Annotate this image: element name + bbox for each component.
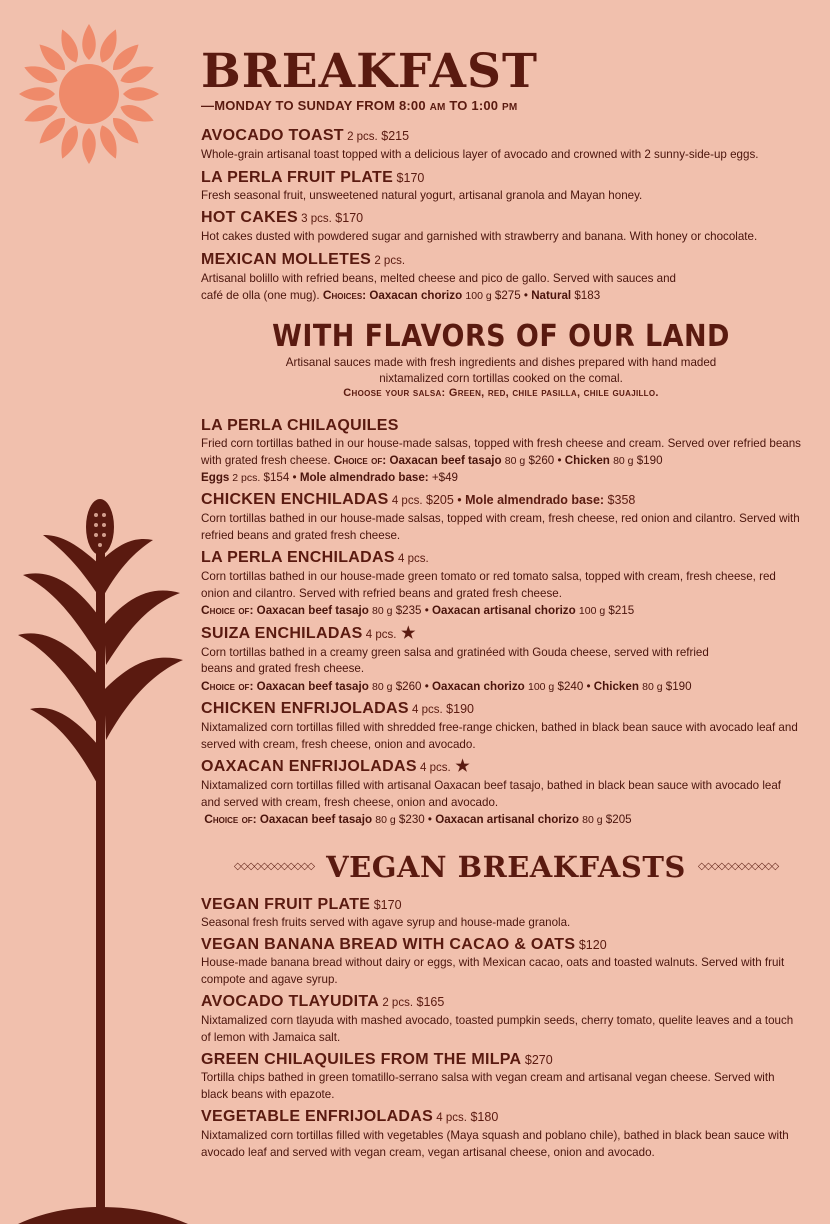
hours-pm: PM [502, 102, 518, 113]
menu-content [201, 46, 801, 1165]
choice-price: $190 [662, 679, 692, 693]
item-name: LA PERLA ENCHILADAS [201, 549, 395, 566]
item-name: VEGAN BANANA BREAD WITH CACAO & OATS [201, 936, 576, 953]
diamond-divider-icon: ◇◇◇◇◇◇◇◇◇◇◇◇ [697, 861, 779, 872]
item-name: AVOCADO TOAST [201, 127, 344, 144]
menu-item [201, 208, 801, 246]
item-name: VEGETABLE ENFRIJOLADAS [201, 1108, 434, 1125]
menu-item [201, 490, 801, 544]
flavors-intro [201, 355, 801, 387]
item-choices [201, 602, 801, 620]
item-price: $205 • [422, 493, 466, 507]
item-description: Fresh seasonal fruit, unsweetened natural yogurt, artisanal granola and Mayan honey. [201, 188, 643, 202]
choice-option: Natural [531, 289, 572, 302]
item-price: $170 [393, 170, 425, 185]
menu-item [201, 757, 801, 829]
choice-price: $154 • [260, 470, 300, 484]
choice-price: $230 • [395, 813, 436, 826]
item-description: Nixtamalized corn tortillas filled with vegetables (Maya squash and poblano chile), bathed in black bean sauce with avocado leaf and served with vegan cream, vegan artisanal cheese, onion and avocado. [201, 1129, 789, 1159]
item-description: Seasonal fresh fruits served with agave syrup and house-made granola. [201, 915, 571, 929]
item-choices [201, 811, 801, 829]
choice-weight: 80 g [375, 814, 396, 826]
item-description-text: Fried corn tortillas bathed in our house-made salsas, topped with fresh cheese and cream. Served over refried beans with grated fresh cheese. [201, 436, 801, 467]
item-meta: 4 pcs. [394, 553, 429, 565]
choice-option: Oaxacan artisanal chorizo [435, 813, 583, 826]
item-name: CHICKEN ENFRIJOLADAS [201, 700, 409, 717]
choice-price: $205 [602, 813, 632, 826]
item-description: Whole-grain artisanal toast topped with a delicious layer of avocado and crowned with 2 sunny-side-up eggs. [201, 148, 759, 161]
item-meta: 4 pcs. [362, 628, 397, 641]
choice-option: Mole almendrado base: [299, 470, 429, 484]
item-description [201, 436, 801, 470]
choice-option: Eggs [201, 470, 230, 484]
choice-price: +$49 [428, 470, 459, 484]
item-price: $215 [377, 129, 410, 143]
vegan-heading-row [1, 849, 830, 885]
item-name: MEXICAN MOLLETES [201, 250, 372, 268]
item-meta: 2 pcs. [343, 131, 378, 143]
choice-price: $275 • [491, 289, 532, 302]
item-name: CHICKEN ENCHILADAS [201, 491, 389, 508]
menu-item [201, 895, 801, 932]
choice-weight: 100 g [578, 605, 606, 617]
choice-price: $235 • [392, 604, 432, 617]
choice-weight: 80 g [642, 680, 663, 693]
vegan-heading: VEGAN BREAKFASTS [326, 849, 686, 884]
item-name: GREEN CHILAQUILES FROM THE MILPA [201, 1051, 522, 1068]
item-extra: Mole almendrado base: [465, 493, 605, 507]
item-description-cont: beans and grated fresh cheese. [201, 662, 365, 675]
choice-price: $240 • [554, 679, 594, 693]
item-description: House-made banana bread without dairy or eggs, with Mexican cacao, oats and toasted walnuts. Served with fruit compote and agave syrup. [201, 956, 785, 986]
choice-price: $183 [571, 289, 601, 302]
choice-option: Oaxacan chorizo [431, 679, 528, 693]
item-description: Nixtamalized corn tortillas filled with shredded free-range chicken, bathed in black bean sauce with avocado leaf and served with cream, fresh cheese, onion and avocado. [201, 721, 798, 751]
item-price: $180 [467, 1110, 499, 1124]
item-price: $190 [442, 702, 474, 716]
menu-item [201, 126, 801, 164]
sun-icon [14, 16, 164, 166]
choice-price: $190 [633, 454, 663, 467]
choice-price: $215 [605, 604, 635, 617]
menu-item [201, 168, 801, 205]
choice-option: Oaxacan beef tasajo [386, 454, 505, 467]
flavors-heading: WITH FLAVORS OF OUR LAND [272, 318, 730, 354]
diamond-divider-icon: ◇◇◇◇◇◇◇◇◇◇◇◇ [233, 861, 315, 872]
choice-weight: 80 g [582, 814, 603, 826]
flavors-intro-line: nixtamalized corn tortillas cooked on the comal. [379, 371, 623, 385]
item-price: $170 [331, 211, 364, 225]
choice-option: Chicken [593, 679, 643, 693]
hours-text: —MONDAY TO SUNDAY FROM 8:00 [201, 98, 430, 113]
item-name: LA PERLA CHILAQUILES [201, 416, 399, 434]
item-name: SUIZA ENCHILADAS [201, 624, 363, 642]
choice-option: Oaxacan beef tasajo [253, 604, 373, 617]
choice-option: Oaxacan artisanal chorizo [431, 604, 579, 617]
item-description: Hot cakes dusted with powdered sugar and garnished with strawberry and banana. With honey or chocolate. [201, 230, 758, 243]
item-meta: 3 pcs. [297, 213, 332, 225]
item-description: Nixtamalized corn tlayuda with mashed avocado, toasted pumpkin seeds, cherry tomato, quelite leaves and a touch of lemon with Jamaica salt. [201, 1014, 794, 1044]
menu-item [201, 624, 801, 696]
item-price: $165 [413, 995, 445, 1009]
choice-weight: 80 g [504, 455, 526, 467]
item-meta: 2 pcs. [371, 254, 406, 267]
choice-label: Choice of: [204, 812, 257, 826]
menu-item [201, 992, 801, 1046]
star-icon: ★ [450, 758, 471, 775]
item-description-cont: café de olla (one mug). [201, 289, 323, 302]
item-description: Corn tortillas bathed in our house-made salsas, topped with cream, fresh cheese, red onion and cilantro. Served with refried beans and grated fresh cheese. [201, 512, 800, 542]
item-description: Nixtamalized corn tortillas filled with artisanal Oaxacan beef tasajo, bathed in black bean sauce with avocado leaf and served with cream, fresh cheese, onion and avocado. [201, 779, 782, 809]
item-description: Corn tortillas bathed in our house-made green tomato or red tomato salsa, topped with cream, fresh cheese, red onion and cilantro. Served with refried beans and grated fresh cheese. [201, 570, 776, 600]
hours-am: AM [429, 102, 446, 113]
choice-weight: 80 g [372, 680, 393, 693]
item-price: $270 [521, 1053, 553, 1067]
salsa-choice: Choose your salsa: Green, red, chile pasilla, chile guajillo. [343, 386, 659, 399]
choice-weight: 2 pcs. [229, 471, 261, 484]
item-meta: 4 pcs. [388, 495, 423, 507]
menu-item [201, 699, 801, 753]
choice-option: Oaxacan chorizo [366, 289, 466, 302]
item-price: $120 [575, 938, 607, 952]
hours-text-mid: TO 1:00 [445, 98, 503, 113]
choice-weight: 100 g [465, 290, 492, 302]
item-choices [201, 678, 801, 696]
item-meta: 4 pcs. [408, 704, 443, 716]
menu-item [201, 1050, 801, 1103]
item-description: Artisanal bolillo with refried beans, melted cheese and pico de gallo. Served with sauces and [201, 271, 676, 285]
choice-label: Choices: [322, 288, 367, 302]
choice-option: Chicken [564, 454, 614, 467]
choice-option: Oaxacan beef tasajo [253, 679, 373, 693]
menu-item [201, 1107, 801, 1161]
item-name: HOT CAKES [201, 209, 298, 226]
breakfast-heading: BREAKFAST [201, 44, 538, 99]
flavors-intro-line: Artisanal sauces made with fresh ingredients and dishes prepared with hand maded [285, 355, 717, 369]
item-extras [201, 470, 801, 487]
item-meta: 4 pcs. [416, 762, 451, 774]
item-meta: 2 pcs. [379, 997, 414, 1009]
choice-price: $260 • [525, 454, 565, 467]
menu-item [201, 935, 801, 988]
item-description: Tortilla chips bathed in green tomatillo-serrano salsa with vegan cream and artisanal vegan cheese. Served with black beans with epazote. [201, 1071, 775, 1101]
item-description: Corn tortillas bathed in a creamy green salsa and gratinéed with Gouda cheese, served with refried [201, 645, 709, 659]
choice-weight: 80 g [372, 605, 393, 617]
menu-item [201, 416, 801, 487]
choice-price: $260 • [392, 679, 432, 693]
choice-weight: 100 g [528, 680, 555, 693]
item-meta: 4 pcs. [433, 1112, 467, 1124]
item-name: OAXACAN ENFRIJOLADAS [201, 758, 417, 775]
item-name: VEGAN FRUIT PLATE [201, 895, 371, 913]
breakfast-hours [201, 98, 801, 113]
choice-option: Oaxacan beef tasajo [256, 813, 376, 826]
item-name: LA PERLA FRUIT PLATE [201, 168, 394, 186]
menu-item [201, 548, 801, 620]
item-choices [201, 287, 801, 305]
star-icon: ★ [396, 624, 416, 642]
choice-weight: 80 g [613, 455, 634, 467]
choice-label: Choice of: [333, 453, 387, 467]
item-name: AVOCADO TLAYUDITA [201, 993, 380, 1010]
item-extra-price: $358 [604, 493, 636, 507]
menu-item [201, 250, 801, 305]
choice-label: Choice of: [201, 678, 254, 693]
item-price: $170 [370, 897, 402, 912]
choice-label: Choice of: [201, 603, 254, 617]
